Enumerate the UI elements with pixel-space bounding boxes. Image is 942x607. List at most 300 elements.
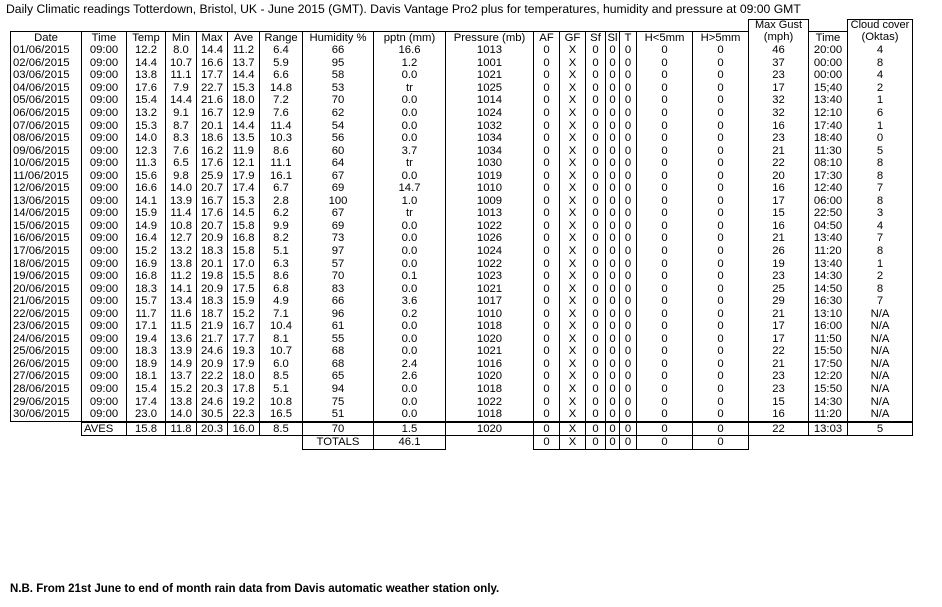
cell-date: 18/06/2015 — [11, 258, 82, 271]
cell-max: 21.6 — [197, 95, 228, 108]
cell-temp: 15.9 — [127, 208, 166, 221]
table-row — [11, 220, 913, 233]
cell-date: 14/06/2015 — [11, 208, 82, 221]
cell-ave: 15.8 — [228, 245, 260, 258]
cell-gf: X — [560, 358, 586, 371]
cell-hail-gt5: 0 — [693, 358, 749, 371]
table-row — [11, 70, 913, 83]
cell-pressure: 1032 — [446, 120, 534, 133]
cell-pptn: 2.6 — [374, 371, 446, 384]
cell-pptn: 0.0 — [374, 346, 446, 359]
cell-gf: X — [560, 346, 586, 359]
cell-range: 16.1 — [260, 170, 303, 183]
cell-hail-lt5: 0 — [637, 120, 693, 133]
cell-range: 6.3 — [260, 258, 303, 271]
cell-gust-time: 11:20 — [809, 245, 848, 258]
cell-pressure: 1018 — [446, 321, 534, 334]
cell-pressure: 1024 — [446, 107, 534, 120]
cell-cloud-cover: 1 — [848, 120, 913, 133]
cell-t: 0 — [620, 383, 637, 396]
cell-range: 8.2 — [260, 233, 303, 246]
cell-gust-time: 16:00 — [809, 321, 848, 334]
cell-sf: 0 — [586, 283, 606, 296]
cell-af: 0 — [534, 208, 560, 221]
cell-max-gust: 19 — [749, 258, 809, 271]
cell-t: 0 — [620, 132, 637, 145]
cell-pptn: 0.0 — [374, 95, 446, 108]
cell-temp: 17.1 — [127, 321, 166, 334]
cell-date: 09/06/2015 — [11, 145, 82, 158]
cell-max: 25.9 — [197, 170, 228, 183]
cell-min: 14.0 — [166, 183, 197, 196]
cell-sf: 0 — [586, 195, 606, 208]
cell-max: 20.7 — [197, 183, 228, 196]
table-row — [11, 258, 913, 271]
cell-min: 8.3 — [166, 132, 197, 145]
cell-cloud-cover: 0 — [848, 132, 913, 145]
cell-gust-time: 06:00 — [809, 195, 848, 208]
cell-af: 0 — [534, 132, 560, 145]
cell-af: 0 — [534, 95, 560, 108]
cell-hail-gt5: 0 — [693, 95, 749, 108]
cell-max: 20.3 — [197, 383, 228, 396]
climate-table — [10, 19, 913, 450]
cell-af: 0 — [534, 145, 560, 158]
cell-ave: 11.2 — [228, 45, 260, 58]
cell-date: 04/06/2015 — [11, 82, 82, 95]
cell-range: 2.8 — [260, 195, 303, 208]
cell-gf: X — [560, 321, 586, 334]
cell-cloud-cover: 8 — [848, 57, 913, 70]
totals-pptn: 46.1 — [374, 436, 446, 450]
cell-hail-lt5: 0 — [637, 183, 693, 196]
cell-sf: 0 — [586, 157, 606, 170]
cell-sl: 0 — [606, 208, 620, 221]
cell-hail-gt5: 0 — [693, 195, 749, 208]
cell-t: 0 — [620, 107, 637, 120]
cell-pressure: 1019 — [446, 170, 534, 183]
cell-max-gust: 46 — [749, 45, 809, 58]
cell-max: 22.2 — [197, 371, 228, 384]
averages-row — [11, 422, 913, 436]
cell-gust-time: 13:40 — [809, 258, 848, 271]
cell-sf: 0 — [586, 57, 606, 70]
cell-cloud-cover: 5 — [848, 145, 913, 158]
cell-pressure: 1024 — [446, 245, 534, 258]
header-hail-lt5: H<5mm — [637, 31, 693, 45]
cell-max: 16.6 — [197, 57, 228, 70]
table-row — [11, 295, 913, 308]
table-row — [11, 57, 913, 70]
cell-pptn: 0.1 — [374, 270, 446, 283]
cell-ave: 11.9 — [228, 145, 260, 158]
cell-ave: 17.8 — [228, 383, 260, 396]
cell-pptn: 0.0 — [374, 258, 446, 271]
cell-sl: 0 — [606, 321, 620, 334]
cell-ave: 12.1 — [228, 157, 260, 170]
cell-af: 0 — [534, 220, 560, 233]
cell-hail-lt5: 0 — [637, 346, 693, 359]
cell-temp: 15.3 — [127, 120, 166, 133]
cell-humidity: 69 — [303, 220, 374, 233]
cell-date: 15/06/2015 — [11, 220, 82, 233]
table-row — [11, 95, 913, 108]
cell-t: 0 — [620, 70, 637, 83]
cell-gust-time: 08:10 — [809, 157, 848, 170]
cell-ave: 17.9 — [228, 358, 260, 371]
cell-time: 09:00 — [82, 95, 127, 108]
cell-pressure: 1022 — [446, 396, 534, 409]
cell-max-gust: 37 — [749, 57, 809, 70]
cell-max: 18.6 — [197, 132, 228, 145]
table-row — [11, 183, 913, 196]
aves-pressure: 1020 — [446, 422, 534, 436]
cell-af: 0 — [534, 157, 560, 170]
cell-gust-time: 15;40 — [809, 82, 848, 95]
cell-gf: X — [560, 408, 586, 422]
cell-date: 27/06/2015 — [11, 371, 82, 384]
cell-humidity: 57 — [303, 258, 374, 271]
cell-cloud-cover: 7 — [848, 183, 913, 196]
cell-temp: 14.9 — [127, 220, 166, 233]
cell-pptn: 0.0 — [374, 170, 446, 183]
cell-hail-lt5: 0 — [637, 145, 693, 158]
cell-gust-time: 00:00 — [809, 57, 848, 70]
cell-ave: 17.9 — [228, 170, 260, 183]
table-row — [11, 45, 913, 58]
cell-date: 11/06/2015 — [11, 170, 82, 183]
cell-pressure: 1021 — [446, 346, 534, 359]
cell-humidity: 53 — [303, 82, 374, 95]
table-row — [11, 358, 913, 371]
cell-max: 18.3 — [197, 245, 228, 258]
cell-cloud-cover: 2 — [848, 270, 913, 283]
cell-cloud-cover: 2 — [848, 82, 913, 95]
cell-range: 5.1 — [260, 245, 303, 258]
cell-max-gust: 23 — [749, 132, 809, 145]
cell-gf: X — [560, 45, 586, 58]
cell-gf: X — [560, 371, 586, 384]
cell-gust-time: 15:50 — [809, 346, 848, 359]
cell-max-gust: 23 — [749, 270, 809, 283]
header-pptn: pptn (mm) — [374, 31, 446, 45]
cell-sl: 0 — [606, 57, 620, 70]
cell-time: 09:00 — [82, 70, 127, 83]
cell-temp: 14.1 — [127, 195, 166, 208]
cell-sl: 0 — [606, 157, 620, 170]
cell-max: 30.5 — [197, 408, 228, 422]
cell-gf: X — [560, 57, 586, 70]
cell-t: 0 — [620, 208, 637, 221]
cell-min: 13.9 — [166, 346, 197, 359]
cell-temp: 18.3 — [127, 346, 166, 359]
cell-sf: 0 — [586, 233, 606, 246]
cell-max-gust: 21 — [749, 233, 809, 246]
cell-gf: X — [560, 258, 586, 271]
table-row — [11, 82, 913, 95]
cell-time: 09:00 — [82, 57, 127, 70]
cell-range: 6.4 — [260, 45, 303, 58]
cell-temp: 15.6 — [127, 170, 166, 183]
cell-af: 0 — [534, 346, 560, 359]
cell-time: 09:00 — [82, 195, 127, 208]
cell-temp: 18.1 — [127, 371, 166, 384]
cell-cloud-cover: N/A — [848, 308, 913, 321]
cell-sl: 0 — [606, 346, 620, 359]
cell-min: 8.7 — [166, 120, 197, 133]
cell-temp: 15.4 — [127, 95, 166, 108]
cell-sl: 0 — [606, 82, 620, 95]
cell-ave: 15.3 — [228, 195, 260, 208]
cell-gust-time: 13:10 — [809, 308, 848, 321]
table-row — [11, 383, 913, 396]
cell-max: 17.6 — [197, 157, 228, 170]
cell-min: 10.8 — [166, 220, 197, 233]
cell-humidity: 60 — [303, 145, 374, 158]
cell-date: 12/06/2015 — [11, 183, 82, 196]
cell-af: 0 — [534, 383, 560, 396]
cell-temp: 13.8 — [127, 70, 166, 83]
header-af: AF — [534, 31, 560, 45]
cell-t: 0 — [620, 183, 637, 196]
cell-max-gust: 29 — [749, 295, 809, 308]
cell-humidity: 67 — [303, 170, 374, 183]
cell-hail-lt5: 0 — [637, 358, 693, 371]
cell-date: 24/06/2015 — [11, 333, 82, 346]
cell-t: 0 — [620, 95, 637, 108]
cell-sl: 0 — [606, 283, 620, 296]
cell-hail-gt5: 0 — [693, 157, 749, 170]
cell-humidity: 65 — [303, 371, 374, 384]
cell-cloud-cover: 8 — [848, 170, 913, 183]
cell-gust-time: 17:40 — [809, 120, 848, 133]
cell-min: 11.1 — [166, 70, 197, 83]
cell-gust-time: 11:20 — [809, 408, 848, 422]
cell-t: 0 — [620, 233, 637, 246]
cell-range: 11.1 — [260, 157, 303, 170]
cell-cloud-cover: N/A — [848, 321, 913, 334]
cell-time: 09:00 — [82, 45, 127, 58]
cell-af: 0 — [534, 308, 560, 321]
cell-max: 20.9 — [197, 233, 228, 246]
cell-sf: 0 — [586, 95, 606, 108]
cell-t: 0 — [620, 157, 637, 170]
cell-hail-gt5: 0 — [693, 220, 749, 233]
table-row — [11, 132, 913, 145]
cell-gf: X — [560, 183, 586, 196]
cell-hail-lt5: 0 — [637, 233, 693, 246]
cell-time: 09:00 — [82, 132, 127, 145]
cell-sl: 0 — [606, 270, 620, 283]
cell-humidity: 97 — [303, 245, 374, 258]
cell-sl: 0 — [606, 383, 620, 396]
cell-hail-lt5: 0 — [637, 195, 693, 208]
cell-pressure: 1025 — [446, 82, 534, 95]
cell-pptn: 0.2 — [374, 308, 446, 321]
cell-max-gust: 22 — [749, 346, 809, 359]
cell-sf: 0 — [586, 245, 606, 258]
cell-gf: X — [560, 170, 586, 183]
cell-gf: X — [560, 396, 586, 409]
cell-gf: X — [560, 383, 586, 396]
header-gf: GF — [560, 31, 586, 45]
cell-sf: 0 — [586, 346, 606, 359]
cell-range: 10.8 — [260, 396, 303, 409]
cell-temp: 15.2 — [127, 245, 166, 258]
cell-gust-time: 12:10 — [809, 107, 848, 120]
cell-pptn: 0.0 — [374, 120, 446, 133]
cell-hail-gt5: 0 — [693, 308, 749, 321]
cell-pptn: 0.0 — [374, 283, 446, 296]
cell-pptn: 1.2 — [374, 57, 446, 70]
cell-date: 07/06/2015 — [11, 120, 82, 133]
cell-ave: 14.4 — [228, 70, 260, 83]
cell-t: 0 — [620, 258, 637, 271]
cell-pptn: 0.0 — [374, 396, 446, 409]
cell-t: 0 — [620, 145, 637, 158]
totals-gf: X — [560, 436, 586, 450]
cell-date: 19/06/2015 — [11, 270, 82, 283]
cell-humidity: 94 — [303, 383, 374, 396]
footnote: N.B. From 21st June to end of month rain data from Davis automatic weather station only. — [10, 583, 500, 595]
cell-pressure: 1021 — [446, 283, 534, 296]
cell-gf: X — [560, 220, 586, 233]
cell-range: 7.6 — [260, 107, 303, 120]
cell-pressure: 1010 — [446, 183, 534, 196]
aves-min: 11.8 — [166, 422, 197, 436]
totals-sf: 0 — [586, 436, 606, 450]
cell-gf: X — [560, 195, 586, 208]
cell-sf: 0 — [586, 82, 606, 95]
cell-sf: 0 — [586, 70, 606, 83]
cell-af: 0 — [534, 183, 560, 196]
table-row — [11, 120, 913, 133]
cell-gf: X — [560, 333, 586, 346]
cell-t: 0 — [620, 295, 637, 308]
cell-range: 6.6 — [260, 70, 303, 83]
cell-range: 6.7 — [260, 183, 303, 196]
aves-label: AVES — [82, 422, 127, 436]
cell-hail-lt5: 0 — [637, 70, 693, 83]
cell-humidity: 51 — [303, 408, 374, 422]
cell-min: 11.6 — [166, 308, 197, 321]
cell-max-gust: 20 — [749, 170, 809, 183]
cell-sl: 0 — [606, 45, 620, 58]
cell-af: 0 — [534, 408, 560, 422]
cell-hail-gt5: 0 — [693, 321, 749, 334]
cell-time: 09:00 — [82, 145, 127, 158]
cell-ave: 12.9 — [228, 107, 260, 120]
cell-ave: 17.0 — [228, 258, 260, 271]
cell-humidity: 61 — [303, 321, 374, 334]
cell-humidity: 67 — [303, 208, 374, 221]
cell-min: 9.1 — [166, 107, 197, 120]
cell-max-gust: 16 — [749, 220, 809, 233]
cell-min: 7.9 — [166, 82, 197, 95]
aves-t: 0 — [620, 422, 637, 436]
cell-max-gust: 15 — [749, 396, 809, 409]
cell-time: 09:00 — [82, 107, 127, 120]
cell-hail-gt5: 0 — [693, 208, 749, 221]
cell-max-gust: 16 — [749, 408, 809, 422]
cell-pressure: 1013 — [446, 208, 534, 221]
cell-temp: 18.3 — [127, 283, 166, 296]
cell-humidity: 100 — [303, 195, 374, 208]
cell-gust-time: 14:30 — [809, 270, 848, 283]
cell-max: 20.1 — [197, 120, 228, 133]
cell-hail-lt5: 0 — [637, 283, 693, 296]
cell-hail-lt5: 0 — [637, 308, 693, 321]
table-row — [11, 107, 913, 120]
cell-min: 6.5 — [166, 157, 197, 170]
cell-cloud-cover: N/A — [848, 383, 913, 396]
header-t: T — [620, 31, 637, 45]
cell-t: 0 — [620, 358, 637, 371]
cell-hail-gt5: 0 — [693, 107, 749, 120]
cell-ave: 15.8 — [228, 220, 260, 233]
cell-pressure: 1021 — [446, 70, 534, 83]
cell-min: 13.9 — [166, 195, 197, 208]
cell-gust-time: 12:20 — [809, 371, 848, 384]
aves-gust-time: 13:03 — [809, 422, 848, 436]
aves-humidity: 70 — [303, 422, 374, 436]
cell-hail-gt5: 0 — [693, 408, 749, 422]
cell-date: 01/06/2015 — [11, 45, 82, 58]
cell-pptn: 0.0 — [374, 408, 446, 422]
cell-date: 10/06/2015 — [11, 157, 82, 170]
cell-min: 11.5 — [166, 321, 197, 334]
cell-pptn: 16.6 — [374, 45, 446, 58]
cell-time: 09:00 — [82, 120, 127, 133]
cell-pptn: 0.0 — [374, 107, 446, 120]
cell-pressure: 1018 — [446, 383, 534, 396]
cell-max-gust: 21 — [749, 145, 809, 158]
header-temp: Temp — [127, 31, 166, 45]
cell-date: 23/06/2015 — [11, 321, 82, 334]
aves-hail-lt5: 0 — [637, 422, 693, 436]
aves-sf: 0 — [586, 422, 606, 436]
cell-range: 6.8 — [260, 283, 303, 296]
cell-max-gust: 17 — [749, 195, 809, 208]
cell-cloud-cover: 7 — [848, 233, 913, 246]
cell-humidity: 95 — [303, 57, 374, 70]
cell-t: 0 — [620, 82, 637, 95]
cell-ave: 17.7 — [228, 333, 260, 346]
cell-hail-gt5: 0 — [693, 170, 749, 183]
cell-hail-lt5: 0 — [637, 270, 693, 283]
cell-sl: 0 — [606, 358, 620, 371]
cell-t: 0 — [620, 195, 637, 208]
cell-hail-gt5: 0 — [693, 70, 749, 83]
cell-time: 09:00 — [82, 408, 127, 422]
cell-max-gust: 23 — [749, 70, 809, 83]
cell-hail-gt5: 0 — [693, 233, 749, 246]
table-row — [11, 333, 913, 346]
cell-gf: X — [560, 308, 586, 321]
cell-af: 0 — [534, 396, 560, 409]
cell-ave: 19.3 — [228, 346, 260, 359]
cell-pptn: 0.0 — [374, 245, 446, 258]
aves-hail-gt5: 0 — [693, 422, 749, 436]
cell-gf: X — [560, 245, 586, 258]
cell-date: 20/06/2015 — [11, 283, 82, 296]
cell-pptn: 3.6 — [374, 295, 446, 308]
header-ave: Ave — [228, 31, 260, 45]
cell-date: 28/06/2015 — [11, 383, 82, 396]
cell-sf: 0 — [586, 408, 606, 422]
cell-gust-time: 16:30 — [809, 295, 848, 308]
cell-cloud-cover: N/A — [848, 346, 913, 359]
